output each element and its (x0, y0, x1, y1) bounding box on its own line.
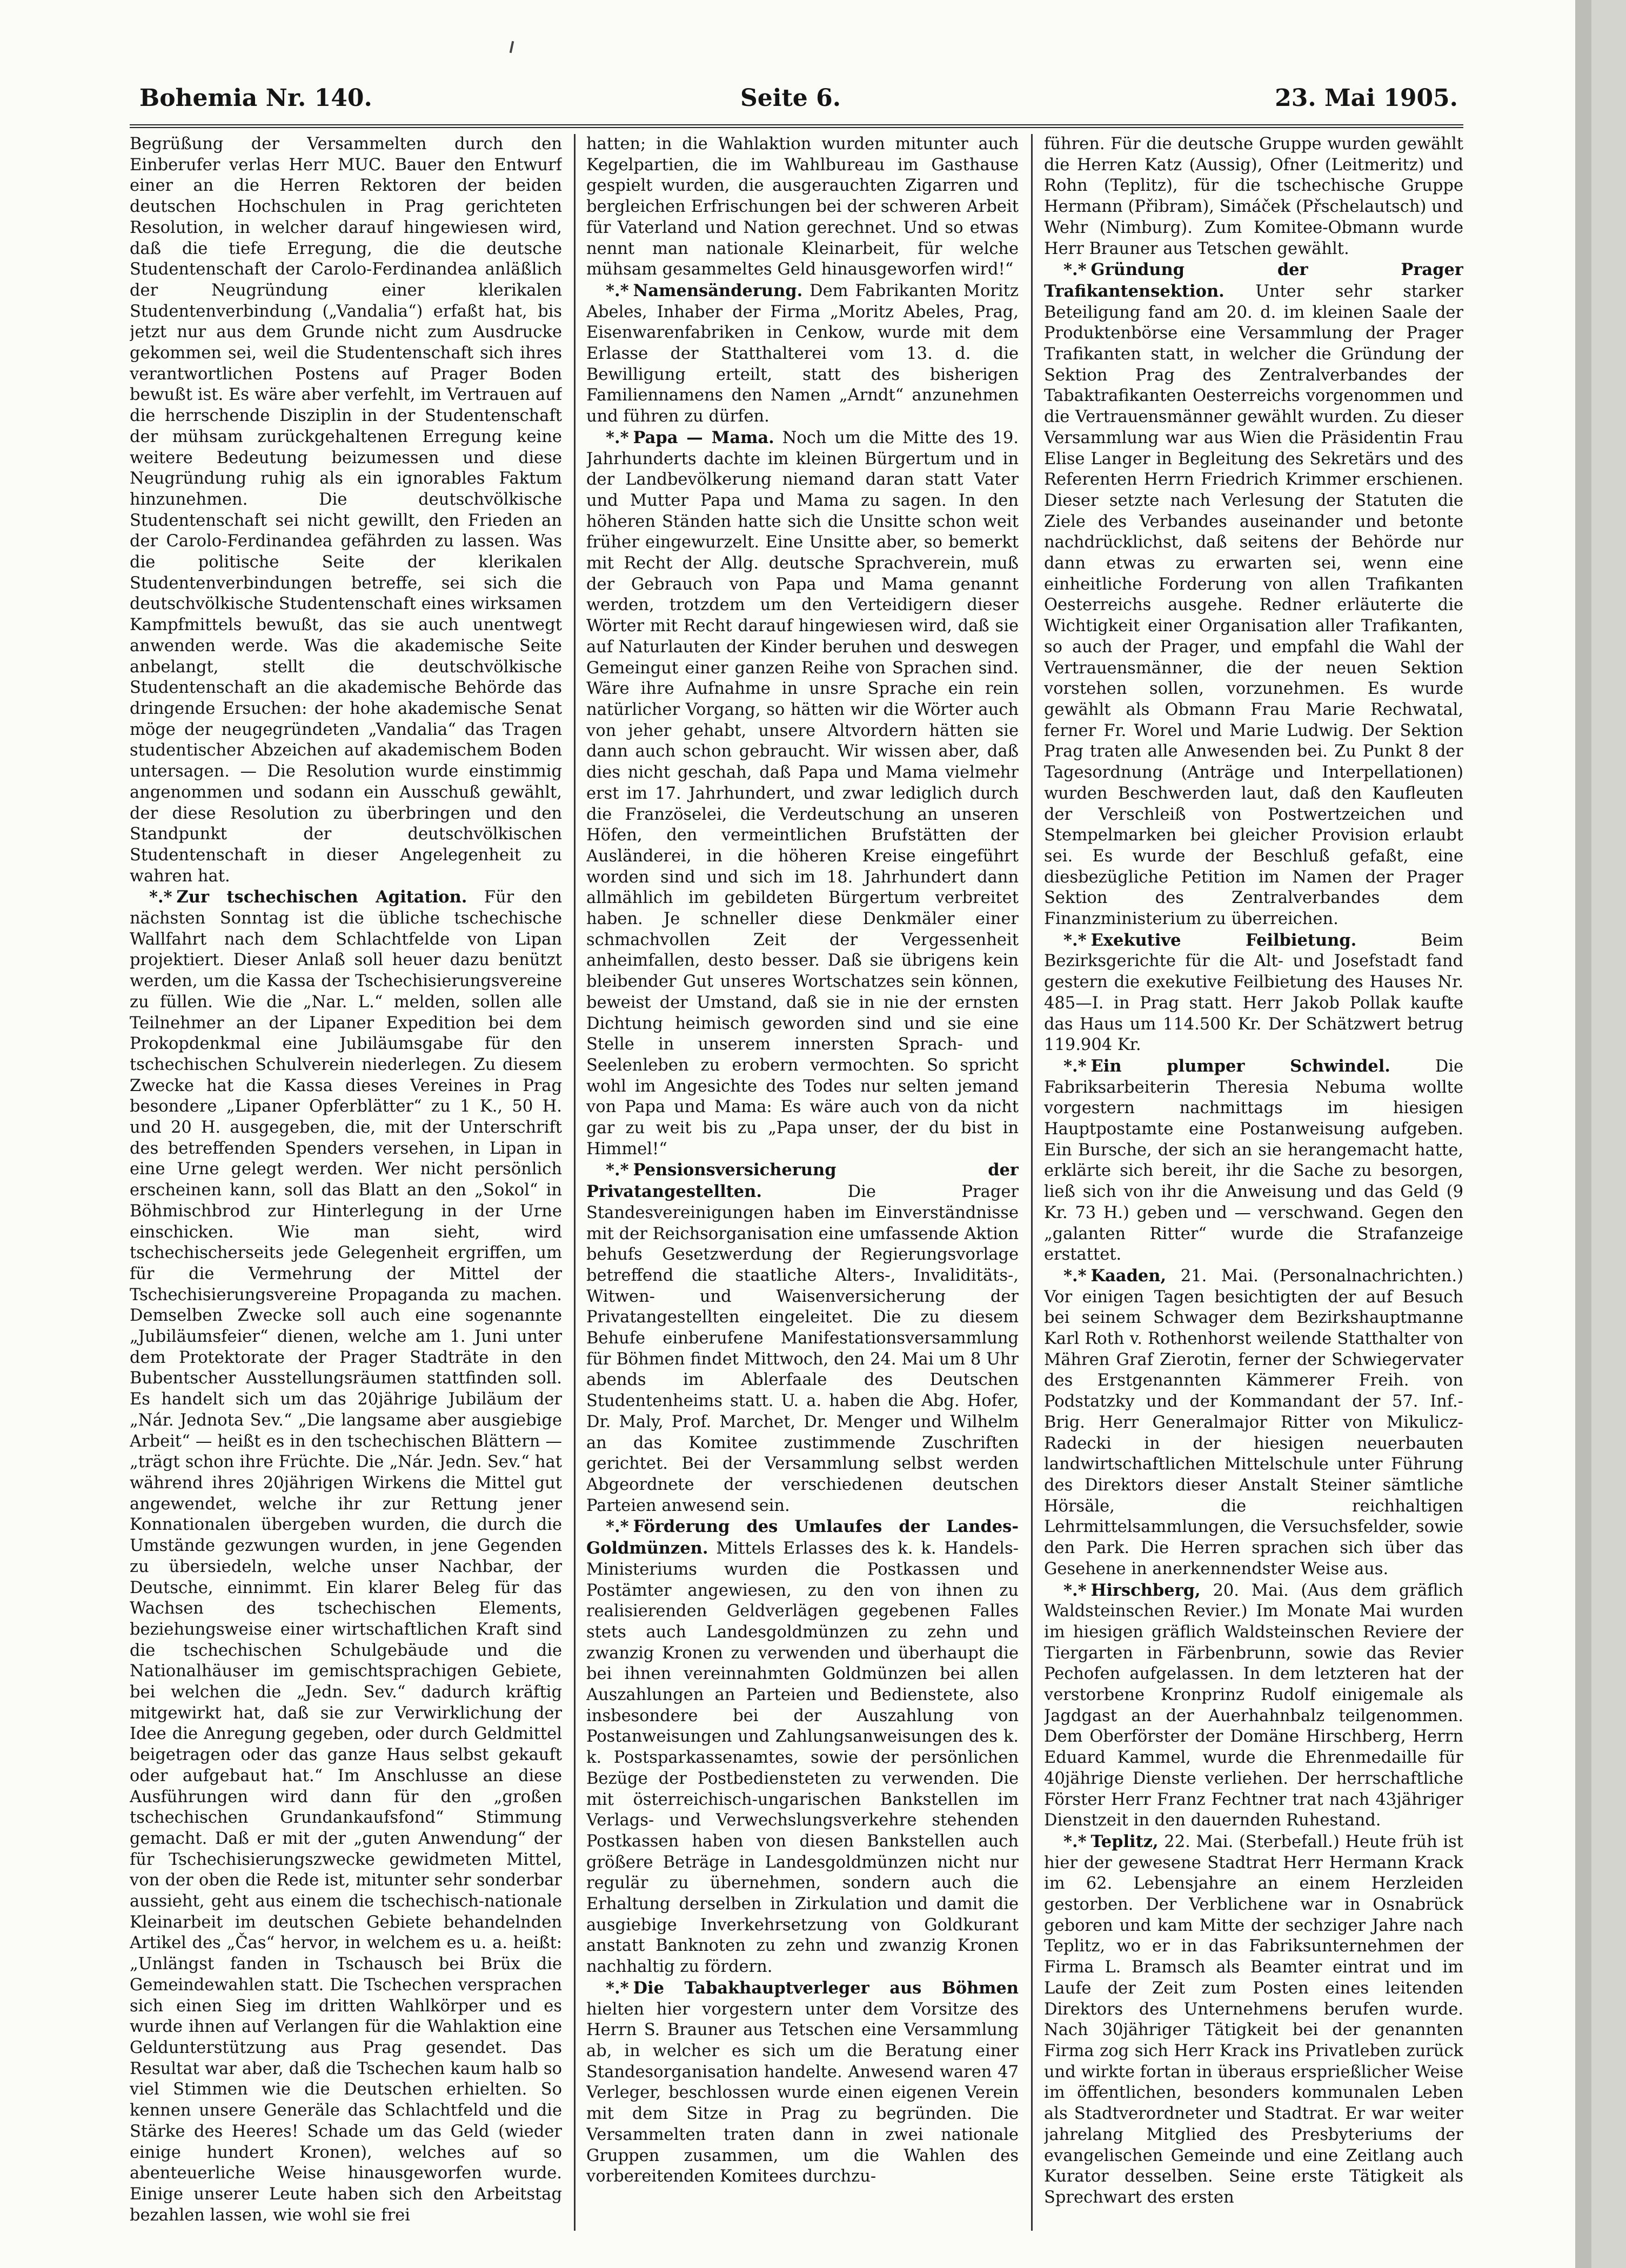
section-marker-icon: *.* (1063, 1580, 1087, 1600)
section-marker-icon: *.* (1063, 1831, 1087, 1851)
article-body: Mittels Erlasses des k. k. Handels-Ministeriums wurden die Postkassen und Postämter angewiesen, zu den von ihnen zu realisierenden Geldverlägen gegebenen Falles stets auch Landesgoldmünzen zu zehn und zwanzig Kronen zu verwenden und überhaupt die bei ihnen vereinnahmten Goldmünzen bei allen Auszahlungen an Parteien und Bedienstete, also insbesondere bei der Auszahlung von Postanweisungen und Zahlungsanweisungen des k. k. Postsparkassenamtes, sowie der persönlichen Bezüge der Postbediensteten zu verwenden. Die mit österreichisch-ungarischen Bankstellen im Verlags- und Verwechslungsverkehre stehenden Postkassen haben von diesen Bankstellen auch größere Beträge in Landesgoldmünzen nicht nur regulär zu übernehmen, sondern auch die Erhaltung derselben in Zirkulation und damit die ausgiebige Inverkehrsetzung von Goldkurant anstatt Banknoten zu zehn und zwanzig Kronen nachhaltig zu fördern. (586, 1539, 1019, 1977)
column-3 (1044, 134, 1463, 2231)
article-headline: Ein plumper Schwindel. (1090, 1056, 1390, 1076)
article (586, 1978, 1019, 2187)
article-body: Noch um die Mitte des 19. Jahrhunderts dachte im kleinen Bürgertum und in der Landbevölkerung niemand daran statt Vater und Mutter Papa und Mama zu sagen. In den höheren Ständen hatte sich die Unsitte schon weit früher eingewurzelt. Eine Unsitte aber, so bemerkt mit Recht der Allg. deutsche Sprachverein, muß der Gebrauch von Papa und Mama genannt werden, trotzdem um den Verteidigern dieser Wörter mit Recht darauf hingewiesen wird, daß sie auf Naturlauten der Kinder beruhen und deswegen Gemeingut einer ganzen Reihe von Sprachen sind. Wäre ihre Aufnahme in unsre Sprache ein rein natürlicher Vorgang, so hätten wir die Wörter auch von jeher gehabt, unsere Altvordern hätten sie dann auch schon gebraucht. Wir wissen aber, daß dies nicht geschah, daß Papa und Mama vielmehr erst im 17. Jahrhundert, und zwar lediglich durch die Französelei, die Verdeutschung an unseren Höfen, den vermeintlichen Brufstätten der Ausländerei, in die höheren Kreise eingeführt worden sind und sich im 18. Jahrhundert dann allmählich im gebildeten Bürgertum verbreitet haben. Je schneller diese Denkmäler einer schmachvollen Zeit der Vergessenheit anheimfallen, desto besser. Daß sie übrigens kein bleibender Gut unseres Wortschatzes sein können, beweist der Umstand, daß sie in nie der ernsten Dichtung heimisch geworden sind und sie eine Stelle in unserem innersten Sprach- und Seelenleben zu erobern vermochten. So spricht wohl im Angesichte des Todes nur selten jemand von Papa und Mama: Es wäre auch von da nicht gar zu weit bis zu „Papa unser, der du bist in Himmel!“ (586, 428, 1019, 1159)
article-continuation (1044, 134, 1463, 259)
header-page-number: Seite 6. (740, 84, 841, 112)
section-marker-icon: *.* (606, 280, 629, 300)
section-marker-icon: *.* (1063, 260, 1087, 280)
article (1044, 1266, 1463, 1580)
section-marker-icon: *.* (606, 1978, 629, 1998)
article-headline: Hirschberg, (1090, 1580, 1201, 1600)
article-body: Dem Fabrikanten Moritz Abeles, Inhaber der Firma „Moritz Abeles, Prag, Eisenwarenfabriken in Cenkow, wurde mit dem Erlasse der Statthalterei vom 13. d. die Bewilligung erteilt, statt des bisherigen Familiennamens den Namen „Arndt“ anzunehmen und führen zu dürfen. (586, 281, 1019, 426)
section-marker-icon: *.* (606, 1517, 629, 1537)
article-body: Beim Bezirksgerichte für die Alt- und Josefstadt fand gestern die exekutive Feilbietung des Hauses Nr. 485—I. in Prag statt. Herr Jakob Pollak kaufte das Haus um 114.500 Kr. Der Schätzwert betrug 119.904 Kr. (1044, 931, 1463, 1055)
article-body: Die Fabriksarbeiterin Theresia Nebuma wollte vorgestern nachmittags im hiesigen Hauptpostamte eine Postanweisung aufgeben. Ein Bursche, der sich an sie herangemacht hatte, erklärte sich bereit, ihr die Sache zu besorgen, ließ sich von ihr die Anweisung und das Geld (9 Kr. 73 H.) geben und — verschwand. Gegen den „galanten Ritter“ wurde die Strafanzeige erstattet. (1044, 1056, 1463, 1265)
article (1044, 259, 1463, 930)
article (130, 887, 562, 2226)
article-headline: Kaaden, (1090, 1266, 1167, 1286)
article (586, 1516, 1019, 1977)
section-marker-icon: *.* (1063, 930, 1087, 950)
section-marker-icon: *.* (606, 1160, 629, 1180)
article (1044, 1580, 1463, 1831)
article-headline: Teplitz, (1090, 1831, 1159, 1851)
section-marker-icon: *.* (606, 427, 629, 447)
article-headline: Die Tabakhauptverleger aus Böhmen (633, 1978, 1019, 1998)
header-masthead: Bohemia Nr. 140. (139, 84, 372, 112)
article-body: Unter sehr starker Beteiligung fand am 20. d. im kleinen Saale der Produktenbörse eine Versammlung der Prager Trafikanten statt, in welcher die Gründung der Sektion Prag des Zentralverbandes der Tabaktrafikanten Oesterreichs vorgenommen und die Vertrauensmänner gewählt wurden. Zu dieser Versammlung war aus Wien die Präsidentin Frau Elise Langer in Begleitung des Sekretärs und des Referenten Herrn Friedrich Krimmer erschienen. Dieser setzte nach Verlesung der Statuten die Ziele des Verbandes auseinander und betonte nachdrücklichst, daß seitens der Behörde nur dann etwas zu erwarten sei, wenn eine einheitliche Forderung von allen Trafikanten Oesterreichs ausgehe. Redner erläuterte die Wichtigkeit einer Organisation aller Trafikanten, so auch der Prager, und empfahl die Wahl der Vertrauensmänner, die der neuen Sektion vorstehen sollen, vorzunehmen. Es wurde gewählt als Obmann Frau Marie Rechwatal, ferner Fr. Worel und Marie Ludwig. Der Sektion Prag traten alle Anwesenden bei. Zu Punkt 8 der Tagesordnung (Anträge und Interpellationen) wurden Beschwerden laut, daß den Kaufleuten der Verschleiß von Postwertzeichen und Stempelmarken bei gleicher Provision erlaubt sei. Es wurde der Beschluß gefaßt, eine diesbezügliche Petition im Namen der Prager Sektion des Zentralverbandes dem Finanzministerium zu überreichen. (1044, 282, 1463, 929)
column-1 (130, 134, 562, 2231)
column-divider (1031, 134, 1033, 2231)
article-body: 20. Mai. (Aus dem gräflich Waldsteinschen Revier.) Im Monate Mai wurden im hiesigen gräflich Waldsteinschen Reviere der Tiergarten in Färbenbrunn, sowie das Revier Pechofen aufgelassen. In dem letzteren hat der verstorbene Kronprinz Rudolf einigemale als Jagdgast an der Auerhahnbalz teilgenommen. Dem Oberförster der Domäne Hirschberg, Herrn Eduard Kammel, wurde die Ehrenmedaille für 40jährige Dienste verliehen. Der herrschaftliche Förster Herr Franz Fechtner trat nach 43jähriger Dienstzeit in den dauernden Ruhestand. (1044, 1581, 1463, 1830)
article-body: 22. Mai. (Sterbefall.) Heute früh ist hier der gewesene Stadtrat Herr Hermann Krack im 62. Lebensjahre an einem Herzleiden gestorben. Der Verblichene war in Osnabrück geboren und kam Mitte der sechziger Jahre nach Teplitz, wo er in das Fabriksunternehmen der Firma L. Bramsch als Beamter eintrat und im Laufe der Zeit zum Posten eines leitenden Direktors des Unternehmens berufen wurde. Nach 30jähriger Tätigkeit bei der genannten Firma zog sich Herr Krack ins Privatleben zurück und wirkte fortan in überaus ersprießlicher Weise im öffentlichen, besonders kommunalen Leben als Stadtverordneter und Stadtrat. Er war weiter jahrelang Mitglied des Presbyteriums der evangelischen Gemeinde und eine Zeitlang auch Kurator desselben. Seine erste Tätigkeit als Sprechwart des ersten (1044, 1832, 1463, 2207)
article-headline: Papa — Mama. (633, 427, 774, 447)
article-body: hielten hier vorgestern unter dem Vorsitze des Herrn S. Brauner aus Tetschen eine Versammlung ab, in welcher es sich um die Beratung einer Standesorganisation handelte. Anwesend waren 47 Verleger, beschlossen wurde einen eigenen Verein mit dem Sitze in Prag zu begründen. Die Versammelten traten dann in zwei nationale Gruppen zusammen, um die Wahlen des vorbereitenden Komitees durchzu- (586, 1999, 1019, 2186)
article (1044, 1831, 1463, 2209)
article (1044, 930, 1463, 1056)
column-divider (574, 134, 576, 2231)
article-headline: Exekutive Feilbietung. (1090, 930, 1357, 950)
article-continuation (586, 134, 1019, 280)
section-marker-icon: *.* (1063, 1266, 1087, 1286)
column-2 (586, 134, 1019, 2231)
article-continuation (130, 134, 562, 887)
article (586, 280, 1019, 427)
article-headline: Förderung des Umlaufes der Landes-Goldmünzen. (586, 1517, 1019, 1558)
section-marker-icon: *.* (149, 887, 172, 907)
article-headline: Gründung der Prager Trafikantensektion. (1044, 260, 1463, 301)
article-headline: Pensionsversicherung der Privatangestellten. (586, 1160, 1019, 1202)
header-date: 23. Mai 1905. (1275, 84, 1458, 112)
article-body: 21. Mai. (Personalnachrichten.) Vor einigen Tagen besichtigten der auf Besuch bei seinem Schwager dem Bezirkshauptmanne Karl Roth v. Rothenhorst weilende Statthalter von Mähren Graf Zierotin, ferner der Schwiegervater des Erstgenannten Kämmerer Freih. von Podstatzky und der Kommandant der 57. Inf.-Brig. Herr Generalmajor Ritter von Mikulicz-Radecki in der hiesigen neuerbauten landwirtschaftlichen Mittelschule unter Führung des Direktors dieser Anstalt Steiner sämtliche Hörsäle, die reichhaltigen Lehrmittelsammlungen, die Versuchsfelder, sowie den Park. Die Herren sprachen sich über das Gesehene in anerkennendster Weise aus. (1044, 1266, 1463, 1578)
article-headline: Zur tschechischen Agitation. (176, 887, 467, 907)
article (1044, 1056, 1463, 1266)
article (586, 1160, 1019, 1516)
article-body: Begrüßung der Versammelten durch den Einberufer verlas Herr MUC. Bauer den Entwurf einer an die Herren Rektoren der beiden deutschen Hochschulen in Prag gerichteten Resolution, in welcher darauf hingewiesen wird, daß die tiefe Erregung, die die deutsche Studentenschaft der Carolo-Ferdinandea anläßlich der Neugründung einer klerikalen Studentenverbindung („Vandalia“) erfaßt hat, bis jetzt nur aus dem Grunde nicht zum Ausdrucke gekommen sei, weil die Studentenschaft sich ihres verantwortlichen Postens auf Prager Boden bewußt ist. Es wäre aber verfehlt, im Vertrauen auf die herrschende Disziplin in der Studentenschaft der mühsam zurückgehaltenen Erregung keine weitere Bedeutung beizumessen und diese Neugründung ruhig als ein ignorables Faktum hinzunehmen. Die deutschvölkische Studentenschaft sei nicht gewillt, den Frieden an der Carolo-Ferdinandea gefährden zu lassen. Was die politische Seite der klerikalen Studentenverbindungen betreffe, sei sich die deutschvölkische Studentenschaft eines wirksamen Kampfmittels bewußt, das sie auch unentwegt anwenden werde. Was die akademische Seite anbelangt, stellt die deutschvölkische Studentenschaft an die akademische Behörde das dringende Ersuchen: der hohe akademische Senat möge der neugegründeten „Vandalia“ das Tragen studentischer Abzeichen auf akademischem Boden untersagen. — Die Resolution wurde einstimmig angenommen und sodann ein Ausschuß gewählt, der diese Resolution zu überbringen und den Standpunkt der deutschvölkischen Studentenschaft in dieser Angelegenheit zu wahren hat. (130, 135, 562, 886)
page-header (130, 80, 1463, 118)
article-body: hatten; in die Wahlaktion wurden mitunter auch Kegelpartien, die im Wahlbureau im Gasthause gespielt wurden, die ausgerauchten Zigarren und bergleichen Erfrischungen bei der schweren Arbeit für Vaterland und Nation gerechnet. Und so etwas nennt man nationale Kleinarbeit, für welche mühsam gesammeltes Geld hinausgeworfen wird!“ (586, 135, 1019, 279)
article-body: führen. Für die deutsche Gruppe wurden gewählt die Herren Katz (Aussig), Ofner (Leitmeritz) und Rohn (Teplitz), für die tschechische Gruppe Hermann (Přibram), Simáček (Přschelautsch) und Wehr (Nimburg). Zum Komitee-Obmann wurde Herr Brauner aus Tetschen gewählt. (1044, 135, 1463, 258)
article (586, 427, 1019, 1160)
section-marker-icon: *.* (1063, 1056, 1087, 1076)
article-headline: Namensänderung. (633, 280, 803, 300)
article-body: Die Prager Standesvereinigungen haben im Einverständnisse mit der Reichsorganisation eine umfassende Aktion behufs Gesetzwerdung der Regierungsvorlage betreffend die staatliche Alters-, Invaliditäts-, Witwen- und Waisenversicherung der Privatangestellten eingeleitet. Die zu diesem Behufe einberufene Manifestationsversammlung für Böhmen findet Mittwoch, den 24. Mai um 8 Uhr abends im Ablerfaale des Deutschen Studentenheims statt. U. a. haben die Abg. Hofer, Dr. Maly, Prof. Marchet, Dr. Menger und Wilhelm an das Komitee zustimmende Zuschriften gerichtet. Bei der Versammlung selbst werden Abgeordnete der verschiedenen deutschen Parteien anwesend sein. (586, 1182, 1019, 1515)
article-body: Für den nächsten Sonntag ist die übliche tschechische Wallfahrt nach dem Schlachtfelde von Lipan projektiert. Dieser Anlaß soll heuer dazu benützt werden, um die Kassa der Tschechisierungsvereine zu füllen. Wie die „Nar. L.“ melden, sollen alle Teilnehmer an der Lipaner Expedition bei dem Prokopdenkmal eine Jubiläumsgabe für den tschechischen Schulverein niederlegen. Zu diesem Zwecke hat die Kassa dieses Vereines in Prag besondere „Lipaner Opferblätter“ zu 1 K., 50 H. und 20 H. ausgegeben, die, mit der Unterschrift des betreffenden Spenders versehen, in Lipan in eine Urne gelegt werden. Wer nicht persönlich erscheinen kann, soll das Blatt an den „Sokol“ in Böhmischbrod zur Hinterlegung in der Urne einschicken. Wie man sieht, wird tschechischerseits jede Gelegenheit ergriffen, um für die Vermehrung der Mittel der Tschechisierungsvereine Propaganda zu machen. Demselben Zwecke soll auch eine sogenannte „Jubiläumsfeier“ dienen, welche am 1. Juni unter dem Protektorate der Prager Stadträte in den Bubentscher Ausstellungsräumen stattfinden soll. Es handelt sich um das 20jährige Jubiläum der „Nár. Jednota Sev.“ „Die langsame aber ausgiebige Arbeit“ — heißt es in den tschechischen Blättern — „trägt schon ihre Früchte. Die „Nár. Jedn. Sev.“ hat während ihres 20jährigen Wirkens die Mittel gut angewendet, welche ihr zur Rettung jener Konnationalen übergeben wurden, die durch die Umstände gezwungen wurden, in jene Gegenden zu übersiedeln, welche unser Nachbar, der Deutsche, einnimmt. Ein klarer Beleg für das Wachsen des tschechischen Elements, beziehungsweise einer wirtschaftlichen Kraft sind die tschechischen Schulgebäude und die Nationalhäuser im gemischtsprachigen Gebiete, bei welchen die „Jedn. Sev.“ dadurch kräftig mitgewirkt hat, daß sie zur Verwirklichung der Idee die Anregung gegeben, oder durch Geldmittel beigetragen oder das ganze Haus selbst gekauft oder aufgebaut hat.“ Im Anschlusse an diese Ausführungen wird dann für den „großen tschechischen Grundankaufsfond“ Stimmung gemacht. Daß er mit der „guten Anwendung“ der für Tschechisierungszwecke gewidmeten Mittel, von der oben die Rede ist, mitunter sehr sonderbar aussieht, geht aus einem die tschechisch-nationale Kleinarbeit im deutschen Gebiete behandelnden Artikel des „Čas“ hervor, in welchem es u. a. heißt: „Unlängst fanden in Tschausch bei Brüx die Gemeindewahlen statt. Die Tschechen versprachen sich einen Sieg im dritten Wahlkörper und es wurde ihnen auf Verlangen für die Wahlaktion eine Geldunterstützung aus Prag gesendet. Das Resultat war aber, daß die Tschechen kaum halb so viel Stimmen wie die Deutschen erhielten. So kennen unsere Generäle das Schlachtfeld und die Stärke des Heeres! Schade um das Geld (wieder einige hundert Kronen), welches auf so abenteuerliche Weise hinausgeworfen wurde. Einige unserer Leute haben sich den Arbeitstag bezahlen lassen, wie wohl sie frei (130, 888, 562, 2225)
header-rule (130, 124, 1463, 128)
page-edge-highlight (1591, 0, 1626, 2268)
